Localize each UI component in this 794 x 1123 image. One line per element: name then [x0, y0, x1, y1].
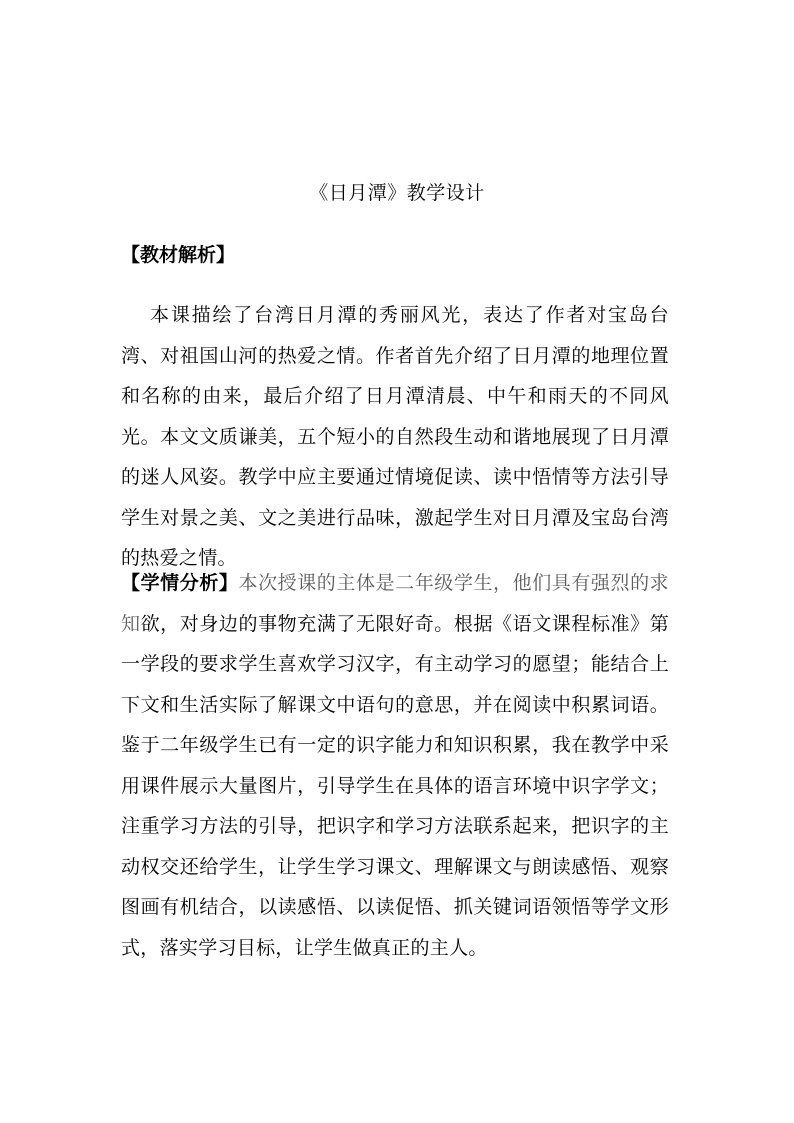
learner-analysis-body-text: 欲，对身边的事物充满了无限好奇。根据《语文课程标准》第一学段的要求学生喜欢学习汉字，有主动学习的愿望；能结合上下文和生活实际了解课文中语句的意思，并在阅读中积累词语。鉴于二年级学生已有一定的识字能力和知识积累，我在教学中采用课件展示大量图片，引导学生在具体的语言环境中识字学文；注重学习方法的引导，把识字和学习方法联系起来，把识字的主动权交还给学生，让学生学习课文、理解课文与朗读感悟、观察图画有机结合，以读感悟、以读促悟、抓关键词语领悟等学文形式，落实学习目标，让学生做真正的主人。	[121, 612, 669, 959]
learner-analysis-paragraph	[121, 563, 669, 968]
textbook-analysis-paragraph: 本课描绘了台湾日月潭的秀丽风光，表达了作者对宝岛台湾、对祖国山河的热爱之情。作者首先介绍了日月潭的地理位置和名称的由来，最后介绍了日月潭清晨、中午和雨天的不同风光。本文文质谦美，五个短小的自然段生动和谐地展现了日月潭的迷人风姿。教学中应主要通过情境促读、读中悟情等方法引导学生对景之美、文之美进行品味，激起学生对日月潭及宝岛台湾的热爱之情。	[121, 304, 669, 569]
document-title: 《日月潭》教学设计	[309, 182, 485, 204]
section-heading-textbook-analysis: 【教材解析】	[121, 244, 236, 266]
section-heading-learner-analysis: 【学情分析】	[121, 572, 239, 594]
learner-analysis-lead-text: 本次授课的主体是二年级学生，他们具有强烈的求知	[121, 572, 669, 635]
